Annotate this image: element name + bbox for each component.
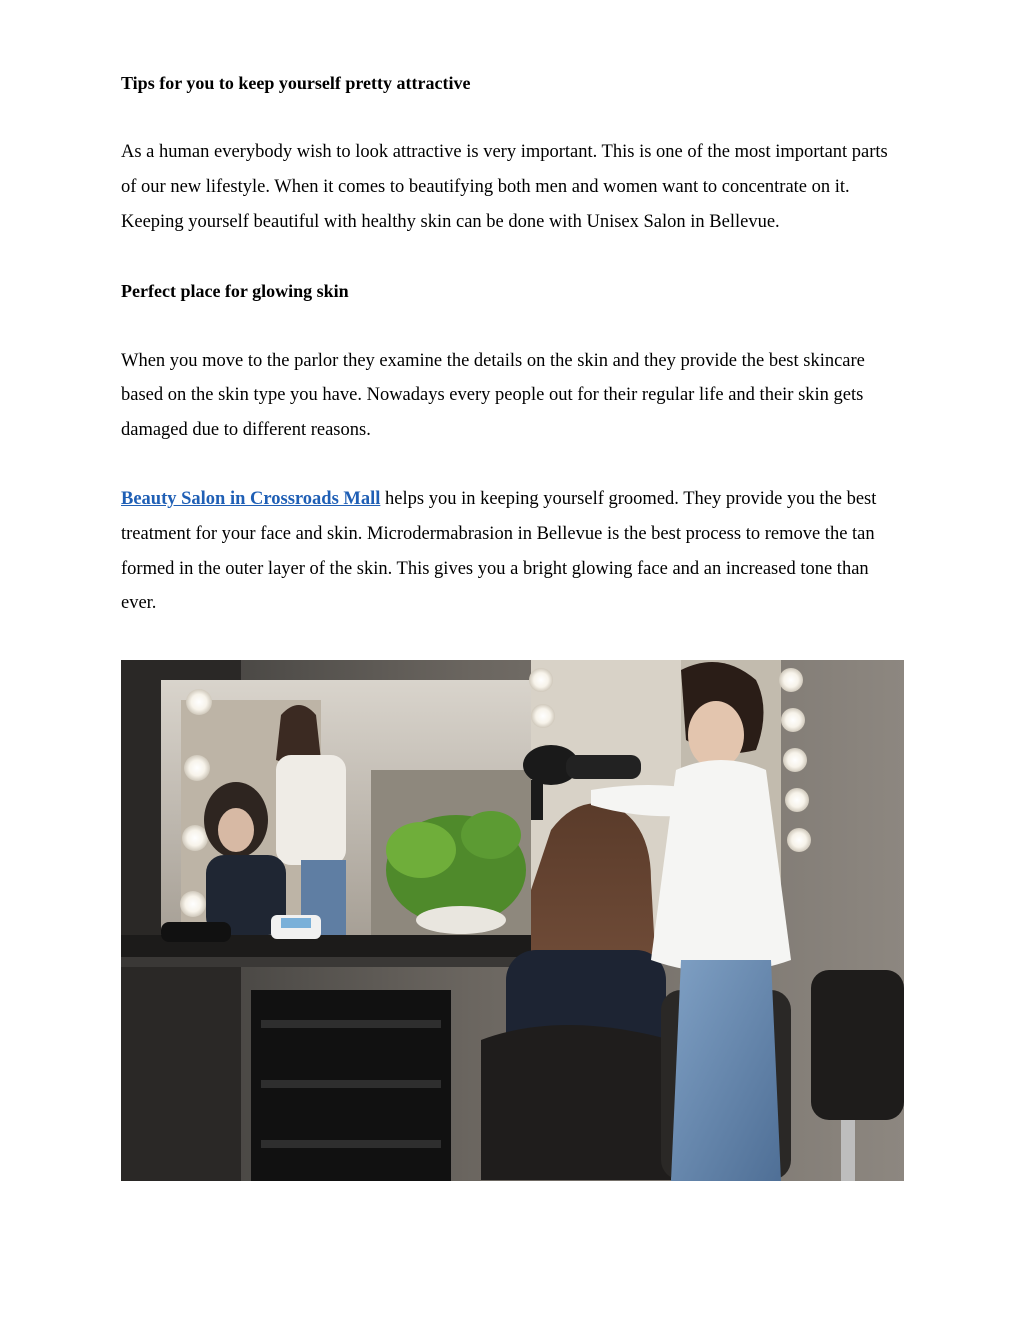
intro-paragraph: As a human everybody wish to look attractive is very important. This is one of the most important parts of our new lifestyle. When it comes to beautifying both men and women want to concentrate on it. Keeping yourself beautiful with healthy skin can be done with Unisex Salon in Bellevue. [121,142,888,232]
document-body [121,66,905,621]
skin-paragraph: When you move to the parlor they examine the details on the skin and they provide the best skincare based on the skin type you have. Nowadays every people out for their regular life and their skin gets damaged due to different reasons. [121,350,865,440]
salon-paragraph [121,482,905,621]
page-title: Tips for you to keep yourself pretty attractive [121,73,471,93]
salon-photo-illustration [121,660,904,1181]
section-heading: Perfect place for glowing skin [121,281,349,302]
salon-paragraph-text: helps you in keeping yourself groomed. They provide you the best treatment for your face and skin. Microdermabrasion in Bellevue is the best process to remove the tan formed in the outer layer of the skin. This gives you a bright glowing face and an increased tone than ever. [121,489,877,614]
beauty-salon-link[interactable]: Beauty Salon in Crossroads Mall [121,489,381,510]
salon-photo [121,660,904,1181]
